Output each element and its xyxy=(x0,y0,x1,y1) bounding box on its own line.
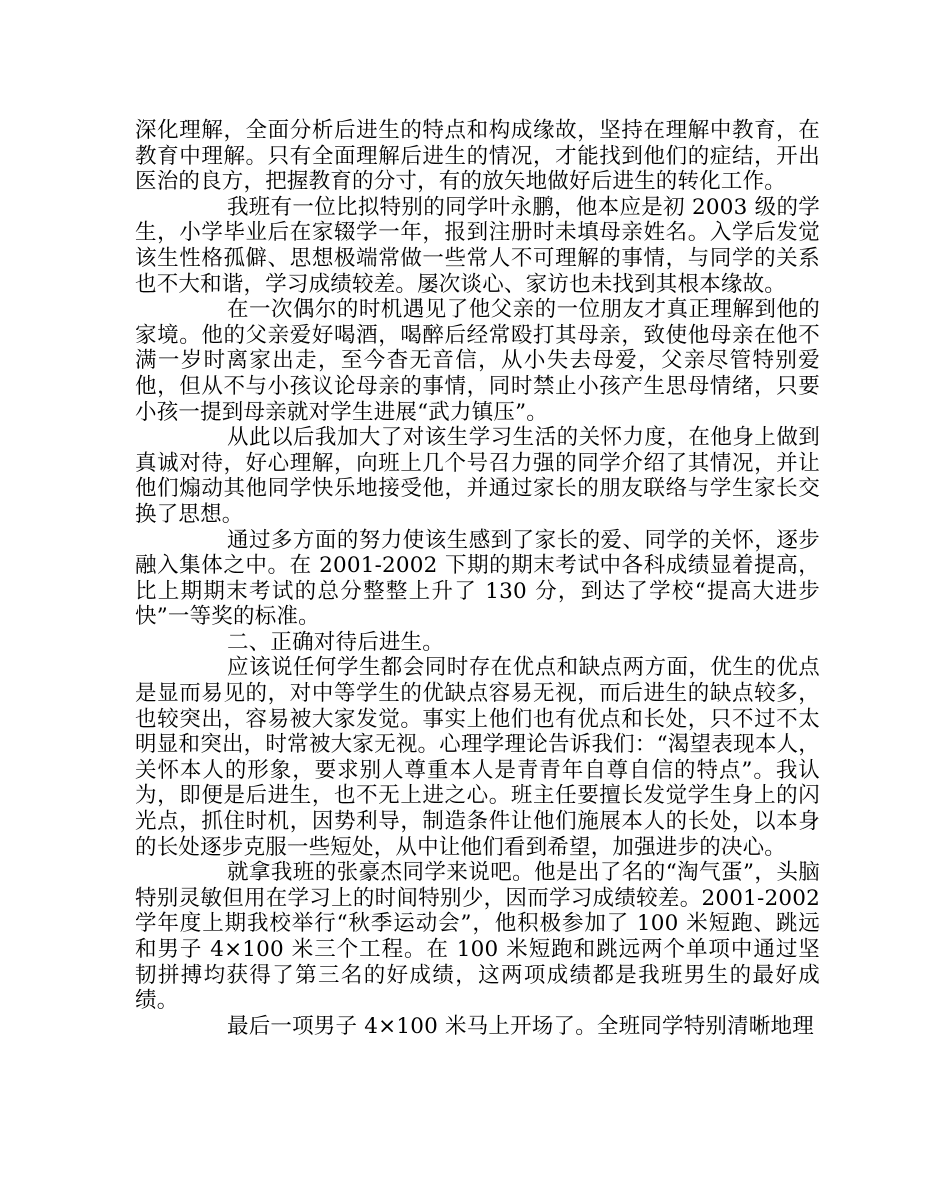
section-heading: 二、正确对待后进生。 xyxy=(227,629,445,655)
paragraph-4: 从此以后我加大了对该生学习生活的关怀力度，在他身上做到真诚对待，好心理解，向班上几个号召力强的同学介绍了其情况，并让他们煽动其他同学快乐地接受他，并通过家长的朋友联络与学生家长交换了思想。 xyxy=(135,425,820,527)
paragraph-2: 我班有一位比拟特别的同学叶永鹏，他本应是初 2003 级的学生，小学毕业后在家辍学一年，报到注册时未填母亲姓名。入学后发觉该生性格孤僻、思想极端常做一些常人不可理解的事情，与同学的关系也不大和谐，学习成绩较差。屡次谈心、家访也未找到其根本缘故。 xyxy=(135,194,820,297)
paragraph-3: 在一次偶尔的时机遇见了他父亲的一位朋友才真正理解到他的家境。他的父亲爱好喝酒，喝醉后经常殴打其母亲，致使他母亲在他不满一岁时离家出走，至今杳无音信，从小失去母爱，父亲尽管特别爱他，但从不与小孩议论母亲的事情，同时禁止小孩产生思母情绪，只要小孩一提到母亲就对学生进展“武力镇压”。 xyxy=(135,297,820,425)
paragraph-9: 最后一项男子 4×100 米马上开场了。全班同学特别清晰地理 xyxy=(227,1013,814,1039)
paragraph-5: 通过多方面的努力使该生感到了家长的爱、同学的关怀，逐步融入集体之中。在 2001-2002 下期的期末考试中各科成绩显着提高，比上期期末考试的总分整整上升了 130 分，到达了学校“提高大进步快”一等奖的标准。 xyxy=(135,527,820,630)
paragraph-1: 深化理解，全面分析后进生的特点和构成缘故，坚持在理解中教育，在教育中理解。只有全面理解后进生的情况，才能找到他们的症结，开出医治的良方，把握教育的分寸，有的放矢地做好后进生的转化工作。 xyxy=(135,118,820,195)
body-text xyxy=(135,118,820,1039)
paragraph-8: 就拿我班的张豪杰同学来说吧。他是出了名的“淘气蛋”，头脑特别灵敏但用在学习上的时间特别少，因而学习成绩较差。2001-2002 学年度上期我校举行“秋季运动会”，他积极参加了 100 米短跑、跳远和男子 4×100 米三个工程。在 100 米短跑和跳远两个单项中通过坚韧拼搏均获得了第三名的好成绩，这两项成绩都是我班男生的最好成绩。 xyxy=(135,860,820,1014)
paragraph-7: 应该说任何学生都会同时存在优点和缺点两方面，优生的优点是显而易见的，对中等学生的优缺点容易无视，而后进生的缺点较多，也较突出，容易被大家发觉。事实上他们也有优点和长处，只不过不太明显和突出，时常被大家无视。心理学理论告诉我们：“渴望表现本人，关怀本人的形象，要求别人尊重本人是青青年自尊自信的特点”。我认为，即便是后进生，也不无上进之心。班主任要擅长发觉学生身上的闪光点，抓住时机，因势利导，制造条件让他们施展本人的长处，以本身的长处逐步克服一些短处，从中让他们看到希望，加强进步的决心。 xyxy=(135,655,820,860)
